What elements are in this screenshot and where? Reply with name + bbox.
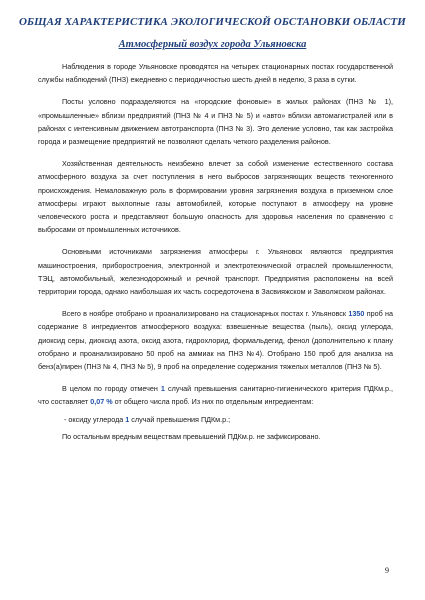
samples-text-start: Всего в ноябре отобрано и проанализировано на стационарных постах г. Ульяновск [62, 309, 347, 319]
list-item-carbon-monoxide [38, 413, 393, 426]
paragraph-posts: Посты условно подразделяются на «городские фоновые» в жилых районах (ПНЗ № 1), «промышленные» вблизи предприятий (ПНЗ № 4 и ПНЗ № 5) и «авто» вблизи автомагистралей или в районах с интенсивным движением автотранспорта (ПНЗ № 3). Это деление условно, так как застройка города и размещение предприятий не позволяют сделать четкого разделения районов. [38, 97, 393, 147]
exceedance-count: 1 [160, 384, 165, 394]
bullet-count: 1 [125, 414, 130, 424]
paragraph-samples [38, 307, 393, 373]
document-body [38, 60, 393, 452]
page-number: 9 [385, 566, 389, 575]
samples-count: 1350 [348, 309, 365, 319]
paragraph-pollution-sources: Основными источниками загрязнения атмосферы г. Ульяновск являются предприятия машиностроения, приборостроения, электронной и электротехнической отраслей промышленности, ТЭЦ, автомобильный, железнодорожный и речной транспорт. Предприятия расположены на всей территории города, однако наибольшая их часть сосредоточена в Засвияжском и Заволжском районах. [38, 247, 393, 297]
bullet-text-end: случай превышения ПДКм.р.; [131, 414, 231, 424]
exceedance-text-end: от общего числа проб. Из них по отдельным ингредиентам: [114, 397, 314, 407]
page-title: ОБЩАЯ ХАРАКТЕРИСТИКА ЭКОЛОГИЧЕСКОЙ ОБСТАНОВКИ ОБЛАСТИ [19, 16, 406, 28]
bullet-text-start: - оксиду углерода [64, 414, 124, 424]
section-subtitle: Атмосферный воздух города Ульяновска [118, 39, 307, 50]
exceedance-text-start: В целом по городу отмечен [62, 384, 158, 394]
samples-text-end: проб на содержание 8 ингредиентов атмосферного воздуха: взвешенные вещества (пыль), оксид углерода, диоксид серы, диоксид азота, оксид азота, гидрохлорид, формальдегид, фенол (дополнительно к плану отобрано и проанализировано 50 проб на аммиак на ПНЗ №4). Отобрано 150 проб для анализа на бенз(а)пирен (ПНЗ № 4, ПНЗ № 5), 9 проб на определение содержания тяжелых металлов (ПНЗ № 5). [38, 309, 393, 372]
paragraph-exceedances [38, 382, 393, 408]
paragraph-no-exceedances: По остальным вредным веществам превышений ПДКм.р. не зафиксировано. [62, 431, 321, 441]
exceedance-text-mid: случай превышения санитарно-гигиенического критерия ПДКм.р., что составляет [38, 384, 393, 407]
exceedance-percent: 0,07 % [90, 397, 113, 407]
paragraph-observations: Наблюдения в городе Ульяновске проводятся на четырех стационарных постах государственной службы наблюдений (ПНЗ) ежедневно с периодичностью шесть дней в неделю, 3 раза в сутки. [38, 62, 393, 85]
paragraph-economic-activity: Хозяйственная деятельность неизбежно влечет за собой изменение естественного состава атмосферного воздуха за счет поступления в него выбросов загрязняющих веществ техногенного происхождения. Немаловажную роль в формировании уровня загрязнения воздуха в приземном слое атмосферы играют выхлопные газы автомобилей, которые поступают в атмосферу на уровне человеческого роста и представляют большую опасность для здоровья населения по сравнению с выбросами от промышленных источников. [38, 159, 393, 235]
